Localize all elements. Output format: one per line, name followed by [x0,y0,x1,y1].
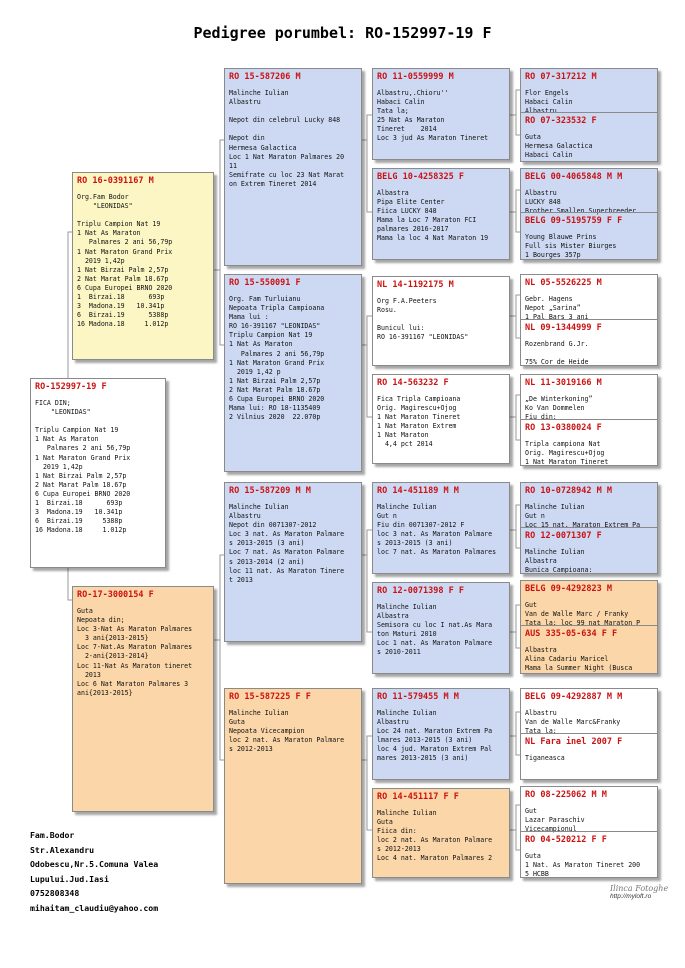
ring-number: RO 08-225062 M M [525,790,607,800]
breeder-contact: Fam.Bodor Str.Alexandru Odobescu,Nr.5.Comuna Valea Lupului.Jud.Iasi 0752808348 mihaitam_claudiu@yahoo.com [30,830,159,913]
ring-number: NL 11-3019166 M [525,378,602,388]
ancestor-card[interactable] [520,482,658,574]
ring-number: NL 14-1192175 M [377,280,454,290]
ring-number: RO 15-550091 F [229,278,301,288]
great-grandparent-card[interactable] [372,68,510,160]
ancestor-card[interactable] [520,168,658,260]
pigeon-details: Albastru Van de Walle Marc&Franky Tata la: [525,709,621,736]
ring-number: RO 14-563232 F [377,378,449,388]
father-card[interactable] [72,172,214,360]
ancestor-card[interactable] [520,374,658,466]
ring-number: RO 15-587225 F F [229,692,311,702]
father-ring: RO 16-0391167 M [77,176,154,186]
subject-card[interactable] [30,378,166,568]
great-grandparent-card[interactable] [372,788,510,878]
ring-number: NL Fara inel 2007 F [525,737,623,747]
pigeon-details: Malinche Iulian Albastru Loc 24 nat. Maraton Extrem Pa lmares 2013-2015 (3 ani) loc 4 jud. Maraton Extrem Pal mares 2013-2015 (3 ani) [377,709,493,763]
mother-ring: RO-17-3000154 F [77,590,154,600]
pigeon-details: Gebr. Hagens Nepot „Sarina” 1 Pal Bars 3 ani [525,295,589,322]
signature-logo: Ilinca Fotoghe [610,884,669,893]
ring-number: RO 11-579455 M M [377,692,459,702]
pigeon-details: Fica Tripla Campioana Orig. Magirescu+Ojog 1 Nat Maraton Tineret 1 Nat Maraton Extrem 1 Nat Maraton 4,4 pct 2014 [377,395,461,449]
pigeon-details: Young Blauwe Prins Full sis Mister Biurges 1 Bourges 357p [525,233,617,260]
great-grandparent-card[interactable] [372,276,510,366]
father-details: Org.Fam Bodor "LEONIDAS" Triplu Campion Nat 19 1 Nat As Maraton Palmares 2 ani 56,79p 1 Nat Maraton Grand Prix 2019 1,42p 1 Nat Birzai Palm 2,57p 2 Nat Marat Palm 18.67p 6 Cupa Europei BRNO 2020 1 Birzai.18 693p 3 Madona.19 10.341p 6 Birzai.19 5388p 16 Madona.18 1.012p [77,193,173,329]
mother-card[interactable] [72,586,214,812]
ring-number: RO 07-323532 F [525,116,597,126]
pigeon-details: Gut Lazar Paraschiv Vicecampionul [525,807,585,834]
grandparent-card[interactable] [224,688,362,884]
pigeon-details: Guta Hermesa Galactica Habaci Calin [525,133,593,160]
pigeon-details: Guta 1 Nat. As Maraton Tineret 200 5 HCBB [525,852,641,878]
ring-number: NL 09-1344999 F [525,323,602,333]
great-grandparent-card[interactable] [372,374,510,464]
ancestor-card[interactable] [520,580,658,674]
ring-number: BELG 09-5195759 F F [525,216,623,226]
ring-number: RO 14-451117 F F [377,792,459,802]
great-grandparent-card[interactable] [372,688,510,780]
grandparent-card[interactable] [224,274,362,472]
ancestor-card[interactable] [520,68,658,162]
pigeon-details: Malinche Iulian Albastru Nepot din celebrul Lucky 848 Nepot din Hermesa Galactica Loc 1 Nat Maraton Palmares 20 11 Semifrate cu loc 23 Nat Marat on Extrem Tineret 2014 [229,89,345,188]
pigeon-details: Rozenbrand G.Jr. 75% Cor de Heide [525,340,589,366]
grandparent-card[interactable] [224,482,362,642]
grandparent-card[interactable] [224,68,362,266]
ring-number: RO 07-317212 M [525,72,597,82]
great-grandparent-card[interactable] [372,582,510,674]
great-grandparent-card[interactable] [372,168,510,260]
pigeon-details: Malinche Iulian Albastra Bunica Campioana: [525,548,593,574]
subject-details: FICA DIN; "LEONIDAS" Triplu Campion Nat 19 1 Nat As Maraton Palmares 2 ani 56,79p 1 Nat Maraton Grand Prix 2019 1,42p 1 Nat Birzai Palm 2,57p 2 Nat Marat Palm 18.67p 6 Cupa Europei BRNO 2020 1 Birzai.18 693p 3 Madona.19 10.341p 6 Birzai.19 5388p 16 Madona.18 1.012p [35,399,131,535]
pigeon-details: Malinche Iulian Guta Nepoata Vicecampion loc 2 nat. As Maraton Palmare s 2012-2013 [229,709,345,754]
ancestor-card[interactable] [520,688,658,780]
ring-number: BELG 09-4292823 M [525,584,612,594]
pigeon-details: Malinche Iulian Guta Fiica din: loc 2 nat. As Maraton Palmare s 2012-2013 Loc 4 nat. Maraton Palmares 2 [377,809,493,863]
pigeon-details: Albastru LUCKY 848 Brother Smallen Superbreeder [525,189,637,216]
ring-number: RO 12-0071398 F F [377,586,464,596]
ring-number: BELG 10-4258325 F [377,172,464,182]
ring-number: RO 04-520212 F F [525,835,607,845]
mother-details: Guta Nepoata din; Loc 3-Nat As Maraton Palmares 3 ani{2013-2015} Loc 7-Nat.As Maraton Palmares 2-ani{2013-2014} Loc 11-Nat As Maraton tineret 2013 Loc 6 Nat Maraton Palmares 3 ani{2013-2015} [77,607,193,697]
pigeon-details: Org. Fam Turluianu Nepoata Tripla Campioana Mama lui : RO 16-391167 "LEONIDAS" Triplu Campion Nat 19 1 Nat As Maraton Palmares 2 ani 56,79p 1 Nat Maraton Grand Prix 2019 1,42 p 1 Nat Birzai Palm 2,57p 2 Nat Marat Palm 18.67p 6 Cupa Europei BRNO 2020 Mama lui: RO 18-1135409 2 Vilnius 2020 22.070p [229,295,325,422]
ring-number: NL 05-5526225 M [525,278,602,288]
pigeon-details: Albastra Alina Cadariu Maricel Mama la Summer Night (Busca [525,646,633,673]
pigeon-details: Malinche Iulian Albastru Nepot din 0071307-2012 Loc 3 nat. As Maraton Palmare s 2013-2015 (3 ani) Loc 7 nat. As Maraton Palmare s 2013-2014 (2 ani) loc 11 nat. As Maraton Tinere t 2013 [229,503,345,584]
pigeon-details: Flor Engels Habaci Calin Albastru [525,89,573,116]
pigeon-details: Tripla campiona Nat Orig. Magirescu+Ojog 1 Nat Maraton Tineret [525,440,609,466]
ring-number: RO 15-587209 M M [229,486,311,496]
pigeon-details: Albastra Pipa Elite Center Fiica LUCKY 848 Mama la Loc 7 Maraton FCI palmares 2016-2017 Mama la loc 4 Nat Maraton 19 [377,189,489,243]
pigeon-details: Albastru,.Chioru'' Habaci Calin Tata la; 25 Nat As Maraton Tineret 2014 Loc 3 jud As Maraton Tineret [377,89,489,143]
page-title: Pedigree porumbel: RO-152997-19 F [193,24,492,42]
ring-number: RO 14-451189 M M [377,486,459,496]
myloft-logo[interactable] [610,884,670,900]
ring-number: RO 12-0071307 F [525,531,602,541]
ring-number: BELG 09-4292887 M M [525,692,623,702]
subject-ring: RO-152997-19 F [35,382,107,392]
ring-number: RO 10-0728942 M M [525,486,612,496]
logo-url: http://myloft.ro [610,893,652,900]
pigeon-details: Org F.A.Peeters Rosu. Bunicul lui: RO 16-391167 "LEONIDAS" [377,297,469,342]
ring-number: RO 13-0380024 F [525,423,602,433]
pigeon-details: Tiganeasca [525,754,565,762]
pigeon-details: Gut Van de Walle Marc / Franky Tata la: loc 99 nat Maraton P [525,601,641,628]
pigeon-details: Malinche Iulian Gut n Loc 15 nat. Maraton Extrem Pa [525,503,641,530]
ancestor-card[interactable] [520,786,658,878]
great-grandparent-card[interactable] [372,482,510,574]
ring-number: RO 15-587206 M [229,72,301,82]
ancestor-card[interactable] [520,274,658,366]
ring-number: BELG 00-4065848 M M [525,172,623,182]
ring-number: RO 11-0559999 M [377,72,454,82]
pigeon-details: Malinche Iulian Albastra Semisora cu loc I nat.As Mara ton Maturi 2010 Loc 1 nat. As Maraton Palmare s 2010-2011 [377,603,493,657]
pigeon-details: Malinche Iulian Gut n Fiu din 0071307-2012 F loc 3 nat. As Maraton Palmare s 2013-2015 (3 ani) loc 7 nat. As Maraton Palmares [377,503,497,557]
ring-number: AUS 335-05-634 F F [525,629,618,639]
pigeon-details: „De Winterkoning” Ko Van Dommelen Fiu din: [525,395,593,422]
